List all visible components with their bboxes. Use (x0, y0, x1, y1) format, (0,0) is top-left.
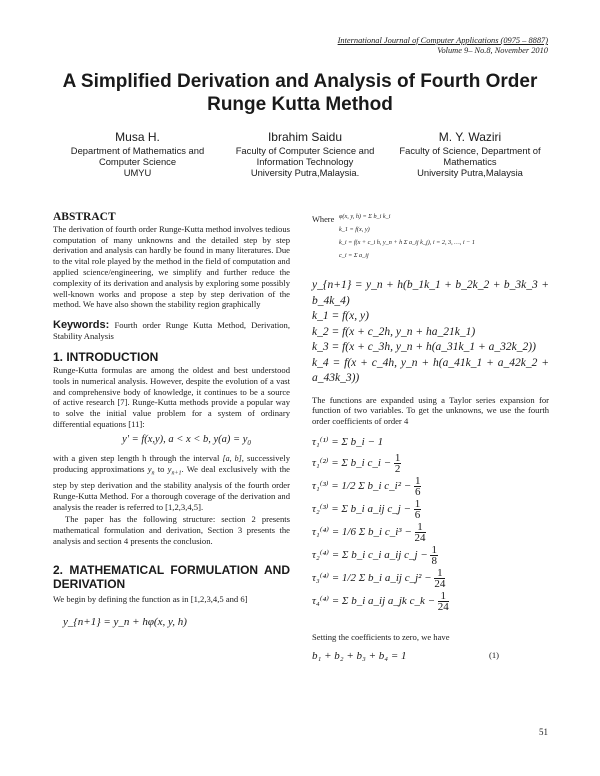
fraction-denominator: 24 (437, 600, 449, 613)
tau-eq-5 (312, 522, 549, 545)
fraction (394, 453, 402, 474)
definitions-block (312, 213, 549, 271)
author-affiliation: University Putra,Malaysia. (250, 167, 360, 178)
ode-text: y' = f(x,y), a < x < b, y(a) = y (122, 433, 248, 445)
fraction-numerator: 1 (431, 543, 437, 556)
fraction-numerator: 1 (438, 591, 449, 602)
tau-rhs: Σ b_i c_i − (341, 456, 394, 469)
interval-math: [a, b] (222, 453, 242, 463)
tau-rhs: Σ b_i − 1 (341, 435, 384, 448)
fraction-numerator: 1 (415, 522, 426, 533)
equation-1-number: (1) (488, 649, 499, 660)
page-number: 51 (539, 727, 548, 737)
intro-p2-part-c: . We deal exclusively with the step by step derivation and the stability analysis of the fourth order Runge-Kutta Method. For a thorough coverage of the derivation and analysis the reader is referred to [1,2,3,4,5]. (53, 464, 290, 512)
fraction (434, 568, 445, 589)
author-affiliation: Computer Science (98, 156, 177, 167)
tau-eq-1 (312, 431, 549, 453)
fraction-numerator: 1 (434, 568, 445, 579)
fraction (430, 545, 438, 566)
author-affiliation: Faculty of Computer Science and (235, 145, 375, 156)
ode-equation (83, 435, 290, 449)
definition-phi: φ(x, y, h) = Σ b_i k_i (339, 213, 391, 220)
definition-ki: k_i = f(x + c_i h, y_n + h Σ a_ij k_j), i = 2, 3, …, i − 1 (339, 239, 475, 246)
tau-lhs: τ₁⁽⁴⁾ = (312, 525, 342, 538)
equation-1 (312, 649, 549, 663)
author-affiliation: UMYU (123, 167, 152, 178)
intro-to: to (157, 464, 165, 475)
yn1-subscript: n+1 (171, 471, 182, 478)
rk-eq-k2: k_2 = f(x + c_2h, y_n + ha_21k_1) (312, 325, 476, 338)
keywords-text: Fourth order Runge Kutta Method, Derivation, Stability Analysis (53, 320, 290, 342)
phi-equation: y_{n+1} = y_n + hφ(x, y, h) (63, 615, 187, 628)
journal-volume: Volume 9– No.8, November 2010 (437, 46, 548, 55)
tau-eq-2 (312, 453, 549, 476)
author-block-2 (220, 130, 390, 178)
ode-subscript: 0 (247, 438, 251, 447)
tau-coefficient: 1/2 (341, 571, 356, 584)
left-column (53, 212, 290, 630)
yn1-symbol: y (167, 464, 172, 475)
right-column (312, 213, 549, 663)
rk-equations (312, 278, 549, 387)
tau-equations (312, 431, 549, 614)
section2-heading: 2. MATHEMATICAL FORMULATION AND DERIVATION (53, 562, 290, 591)
tau-eq-7 (312, 568, 549, 591)
tau-eq-8 (312, 591, 549, 614)
tau-rhs: Σ b_i c_i² − (358, 479, 414, 492)
fraction (438, 591, 449, 612)
journal-header (338, 36, 548, 56)
fraction-denominator: 24 (434, 577, 446, 590)
tau-lhs: τ₃⁽⁴⁾ = (312, 571, 342, 584)
fraction (415, 522, 426, 543)
tau-lhs: τ₂⁽⁴⁾ = (312, 548, 342, 561)
rk-eq-k1: k_1 = f(x, y) (312, 310, 369, 322)
author-block-3 (385, 130, 555, 178)
fraction-denominator: 6 (414, 508, 421, 521)
rk-eq-k4: k_4 = f(x + c_4h, y_n + h(a_41k_1 + a_42k_2 + a_43k_3)) (312, 356, 549, 384)
section2-paragraph-1: We begin by defining the function as in [1,2,3,4,5 and 6] (53, 593, 248, 604)
equation-1-body: b₁ + b₂ + b₃ + b₄ = 1 (312, 649, 407, 662)
definition-k1: k_1 = f(x, y) (339, 226, 370, 233)
tau-eq-4 (312, 499, 549, 522)
author-block-1 (50, 130, 225, 178)
intro-paragraph-3: The paper has the following structure: section 2 presents mathematical formulation and derivation, Section 3 presents the analysis and section 4 presents the conclusion. (53, 514, 290, 546)
fraction (414, 476, 422, 497)
tau-rhs: Σ b_i a_ij c_j² − (358, 571, 435, 584)
fraction-denominator: 24 (414, 531, 426, 544)
intro-heading: 1. INTRODUCTION (53, 350, 159, 365)
yn1-math (167, 464, 182, 478)
title-line-2: Runge Kutta Method (207, 94, 393, 115)
tau-rhs: Σ b_i c_i a_ij c_j − (341, 548, 431, 561)
definitions-list (339, 213, 475, 260)
author-name: Musa H. (115, 130, 160, 144)
tau-lhs: τ₄⁽⁴⁾ = (312, 594, 342, 607)
author-affiliation: Faculty of Science, Department of (399, 145, 541, 156)
tau-eq-3 (312, 476, 549, 499)
keywords (53, 320, 290, 342)
where-label: Where (312, 215, 335, 224)
author-affiliation: Information Technology (256, 156, 354, 167)
tau-lhs: τ₁⁽¹⁾ = (312, 435, 342, 448)
tau-coefficient: 1/6 (341, 525, 356, 538)
paper-title (40, 70, 560, 116)
fraction-numerator: 1 (414, 497, 421, 510)
author-affiliation: Department of Mathematics and (70, 145, 205, 156)
author-affiliation: Mathematics (443, 156, 497, 167)
author-name: M. Y. Waziri (438, 130, 502, 144)
yn-symbol: y (147, 464, 152, 475)
author-name: Ibrahim Saidu (267, 130, 343, 144)
tau-lhs: τ₂⁽³⁾ = (312, 502, 342, 515)
tau-rhs: Σ b_i a_ij a_jk c_k − (341, 594, 438, 607)
abstract-heading: ABSTRACT (53, 211, 116, 223)
tau-rhs: Σ b_i a_ij c_j − (341, 502, 414, 515)
setting-paragraph: Setting the coefficients to zero, we have (312, 631, 450, 642)
yn-math (147, 464, 155, 478)
definition-ci: c_i = Σ a_ij (339, 252, 369, 259)
journal-name: International Journal of Computer Applications (0975 – 8887) (337, 36, 548, 45)
fraction-denominator: 2 (394, 462, 401, 475)
intro-p2-part-b: successively producing approximations (53, 452, 290, 475)
fraction (414, 499, 422, 520)
yn-subscript: n (151, 471, 155, 478)
keywords-label: Keywords: (53, 319, 110, 332)
tau-lhs: τ₁⁽²⁾ = (312, 456, 342, 469)
fraction-numerator: 1 (414, 474, 421, 487)
tau-lhs: τ₁⁽³⁾ = (312, 479, 342, 492)
abstract-text: The derivation of fourth order Runge-Kutta method involves tedious computation of many unknowns and the detailed step by step derivation and analysis can hardly be found in many literatures. Due to the vital role played by the method in the field of computation and applied science/engineering, we simplify and further reduce the complexity of its derivation and analysis by exploring some possibly well-known works and propose a step by step derivation of the method. We have also shown the stability region graphically (53, 223, 290, 310)
tau-rhs: Σ b_i c_i³ − (358, 525, 415, 538)
tau-coefficient: 1/2 (341, 479, 356, 492)
title-line-1: A Simplified Derivation and Analysis of Fourth Order (62, 71, 538, 92)
tau-eq-6 (312, 545, 549, 568)
fraction-numerator: 1 (394, 451, 401, 464)
fraction-denominator: 6 (414, 485, 421, 498)
taylor-paragraph: The functions are expanded using a Taylor series expansion for function of two variables. To get the unknowns, we use the fourth order coefficients of order 4 (312, 394, 549, 427)
author-affiliation: University Putra,Malaysia (417, 167, 523, 178)
rk-eq-k3: k_3 = f(x + c_3h, y_n + h(a_31k_1 + a_32k_2)) (312, 341, 536, 353)
intro-paragraph-2: with a given step length h through the interval [a, b], successively producing approximations $y_n$ to $y_{n+1}$. We deal exclusively with the step by step derivation and the stability analysis of the fourth order Runge-Kutta Method. For a thorough coverage of the derivation and analysis the reader is referred to [1,2,3,4,5]. (53, 452, 290, 512)
rk-eq-ynext: y_{n+1} = y_n + h(b_1k_1 + b_2k_2 + b_3k_3 + b_4k_4) (312, 279, 549, 307)
fraction-denominator: 8 (431, 554, 437, 567)
intro-paragraph-1: Runge-Kutta formulas are among the oldest and best understood tools in numerical analysis. However, despite the evolution of a vast and comprehensive body of knowledge, it continues to be a source of active research [7]. Runge-Kutta methods provide a popular way to solve the initial value problem for a system of ordinary differential equations [11]: (53, 364, 290, 429)
intro-p2-part-a: with a given step length h through the interval (53, 452, 220, 463)
